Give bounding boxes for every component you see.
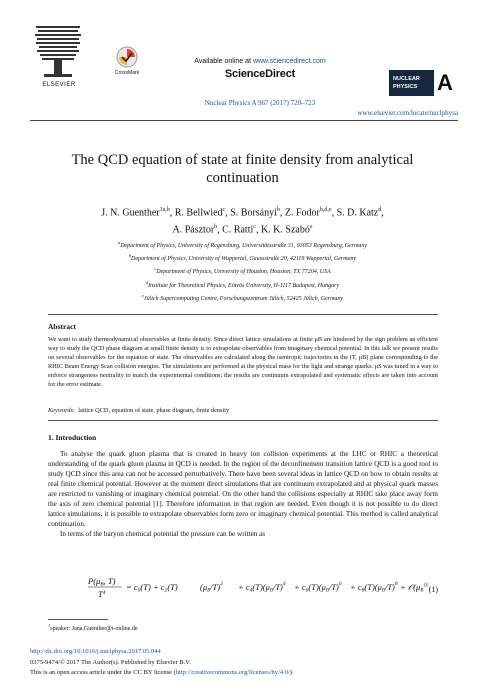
pressure-expansion-equation [48,574,438,604]
sciencedirect-brand: ScienceDirect [224,68,296,80]
keywords-line [48,407,438,414]
crossmark-label: CrossMark [114,70,140,76]
intro-paragraph-1: To analyse the quark gluon plasma that is created in heavy ion collision experiments at the LHC or RHIC a theoretical understanding of the quark gluon plasma in QCD is needed. In the region of the deconfinement transition lattice QCD is a good tool to study QCD since this area can not be accessed perturbatively. There have been several ideas in lattice QCD on how to obtain results at real finite chemical potential. However at the moment direct simulations that are continuum extrapolated and at physical quark masses are restricted to vanishing or imaginary chemical potential. On the other hand the collisions especially at RHIC take place away form the axis of zero chemical potential [1]. Therefore information in that region are needed. Even though it is not possible to do direct lattice simulations, it is possible to extrapolate observables form zero or imaginary chemical potential. This method is called analytical continuation. [48,450,438,528]
intro-paragraph-2: In terms of the baryon chemical potential the pressure can be written as [60,530,266,538]
keywords-bottom-rule [48,420,438,421]
journal-cover-line2: PHYSICS [393,84,418,90]
svg-text:= c0(T) + c2(T): = c0(T) + c2(T) [126,582,178,594]
title-line-1: The QCD equation of state at finite density from analytical [71,152,414,168]
section-heading-introduction: 1. Introduction [48,433,97,442]
affiliation-b: $^b$Department of Physics, University of Wuppertal, Gaussstraße 20, 42119 Wuppertal, Germany [128,253,357,263]
available-online-line [160,58,360,65]
license-suffix: ). [289,669,294,676]
introduction-body [48,449,438,539]
sciencedirect-link[interactable]: www.sciencedirect.com [252,58,326,65]
doi-link[interactable]: http://dx.doi.org/10.1016/j.nuclphysa.2017.05.044 [30,648,161,655]
journal-homepage-link[interactable]: www.elsevier.com/locate/nuclphysa [357,109,458,117]
abstract-body: We want to study thermodynamical observables at finite density. Since direct lattice simulations at finite μB are hindered by the sign problem an efficient way to study the QCD phase diagram at small finite density is to extrapolate observables from imaginary chemical potential. In this talk we present results on several observables for the equation of state. The observables are calculated along the isentropic trajectories in the (T, μB) plane corresponding to the RHIC Beam Energy Scan collision energies. The simulations are performed at the physical mass for the light and strange quarks. μS was tuned in a way to enforce strangeness neutrality to match the experimental conditions; the results are continuum extrapolated and systematic effects are taken into account for the error estimate. [48,336,438,388]
affiliation-a: $^a$Department of Physics, University of Regensburg, Universitätsstraße 31, 93053 Regensburg, Germany [117,240,368,249]
affiliation-d: $^d$Institute for Theoretical Physics, Eötvös University, H-1117 Budapest, Hungary [145,279,340,289]
journal-cover-line1: NUCLEAR [393,76,420,82]
journal-cover [389,70,434,96]
header-divider [30,120,458,121]
authors-line-1: J. N. Guenther$^{1a,b}$, R. Bellwied$^c$, S. Borsányi$^b$, Z. Fodor$^{b,d,e}$, S. D. Katz$^d$, [101,207,384,219]
svg-text:P(μB, T): P(μB, T) [88,576,116,588]
available-prefix: Available online at [194,58,253,65]
equation-number: (1) [428,585,438,594]
keywords-list: lattice QCD, equation of state, phase diagram, finite density [78,407,230,414]
journal-cover-letter: A [437,70,453,95]
title-line-2: continuation [206,170,279,186]
elsevier-tree-logo [32,20,84,82]
affiliation-e: $^e$Jülich Supercomputing Centre, Forschungszentrum Jülich, 52425 Jülich, Germany [141,292,344,302]
license-line [30,669,450,676]
abstract-heading: Abstract [48,322,76,331]
journal-citation[interactable]: Nuclear Physics A 967 (2017) 720–723 [204,99,316,107]
elsevier-wordmark: ELSEVIER [42,82,76,88]
footnote-rule [48,619,108,620]
authors-line-2: A. Pásztor$^b$, C. Ratti$^c$, K. K. Szabó$^e$ [172,224,313,236]
keywords-label: Keywords: [48,407,76,414]
license-link[interactable]: http://creativecommons.org/licenses/by/4.0/ [175,669,290,676]
license-prefix: This is an open access article under the CC BY license ( [30,669,176,676]
article-title [40,151,445,187]
abstract-top-rule [48,314,438,315]
svg-text:T4: $T^4$ [98,589,106,599]
equation-graphic [88,574,428,604]
svg-text:(μB/T)2: $(\mu B/T)^2$ [200,581,223,594]
svg-text:+ c8(T)(μB/T)8: + $c8(T)(\mu B/T)^8$ [350,581,398,594]
svg-text:+ c4(T)(μB/T)4: + $c4(T)(\mu B/T)^4$ [238,581,286,594]
svg-text:+ 𝒪(μB10).: + $𝒪(\mu B^{10}$ [400,582,428,594]
affiliation-c: $^c$Department of Physics, University of Houston, Houston, TX 77204, USA [154,266,331,276]
speaker-footnote: $^1$speaker: Jana.Guenther@t-online.de [48,623,138,632]
crossmark-icon[interactable] [116,46,138,68]
svg-text:+ c6(T)(μB/T)6: + $c6(T)(\mu B/T)^6$ [294,581,342,594]
affiliations [40,238,445,304]
issn-copyright: 0375-9474/© 2017 The Author(s). Published by Elsevier B.V. [30,659,191,666]
author-list [40,203,445,238]
